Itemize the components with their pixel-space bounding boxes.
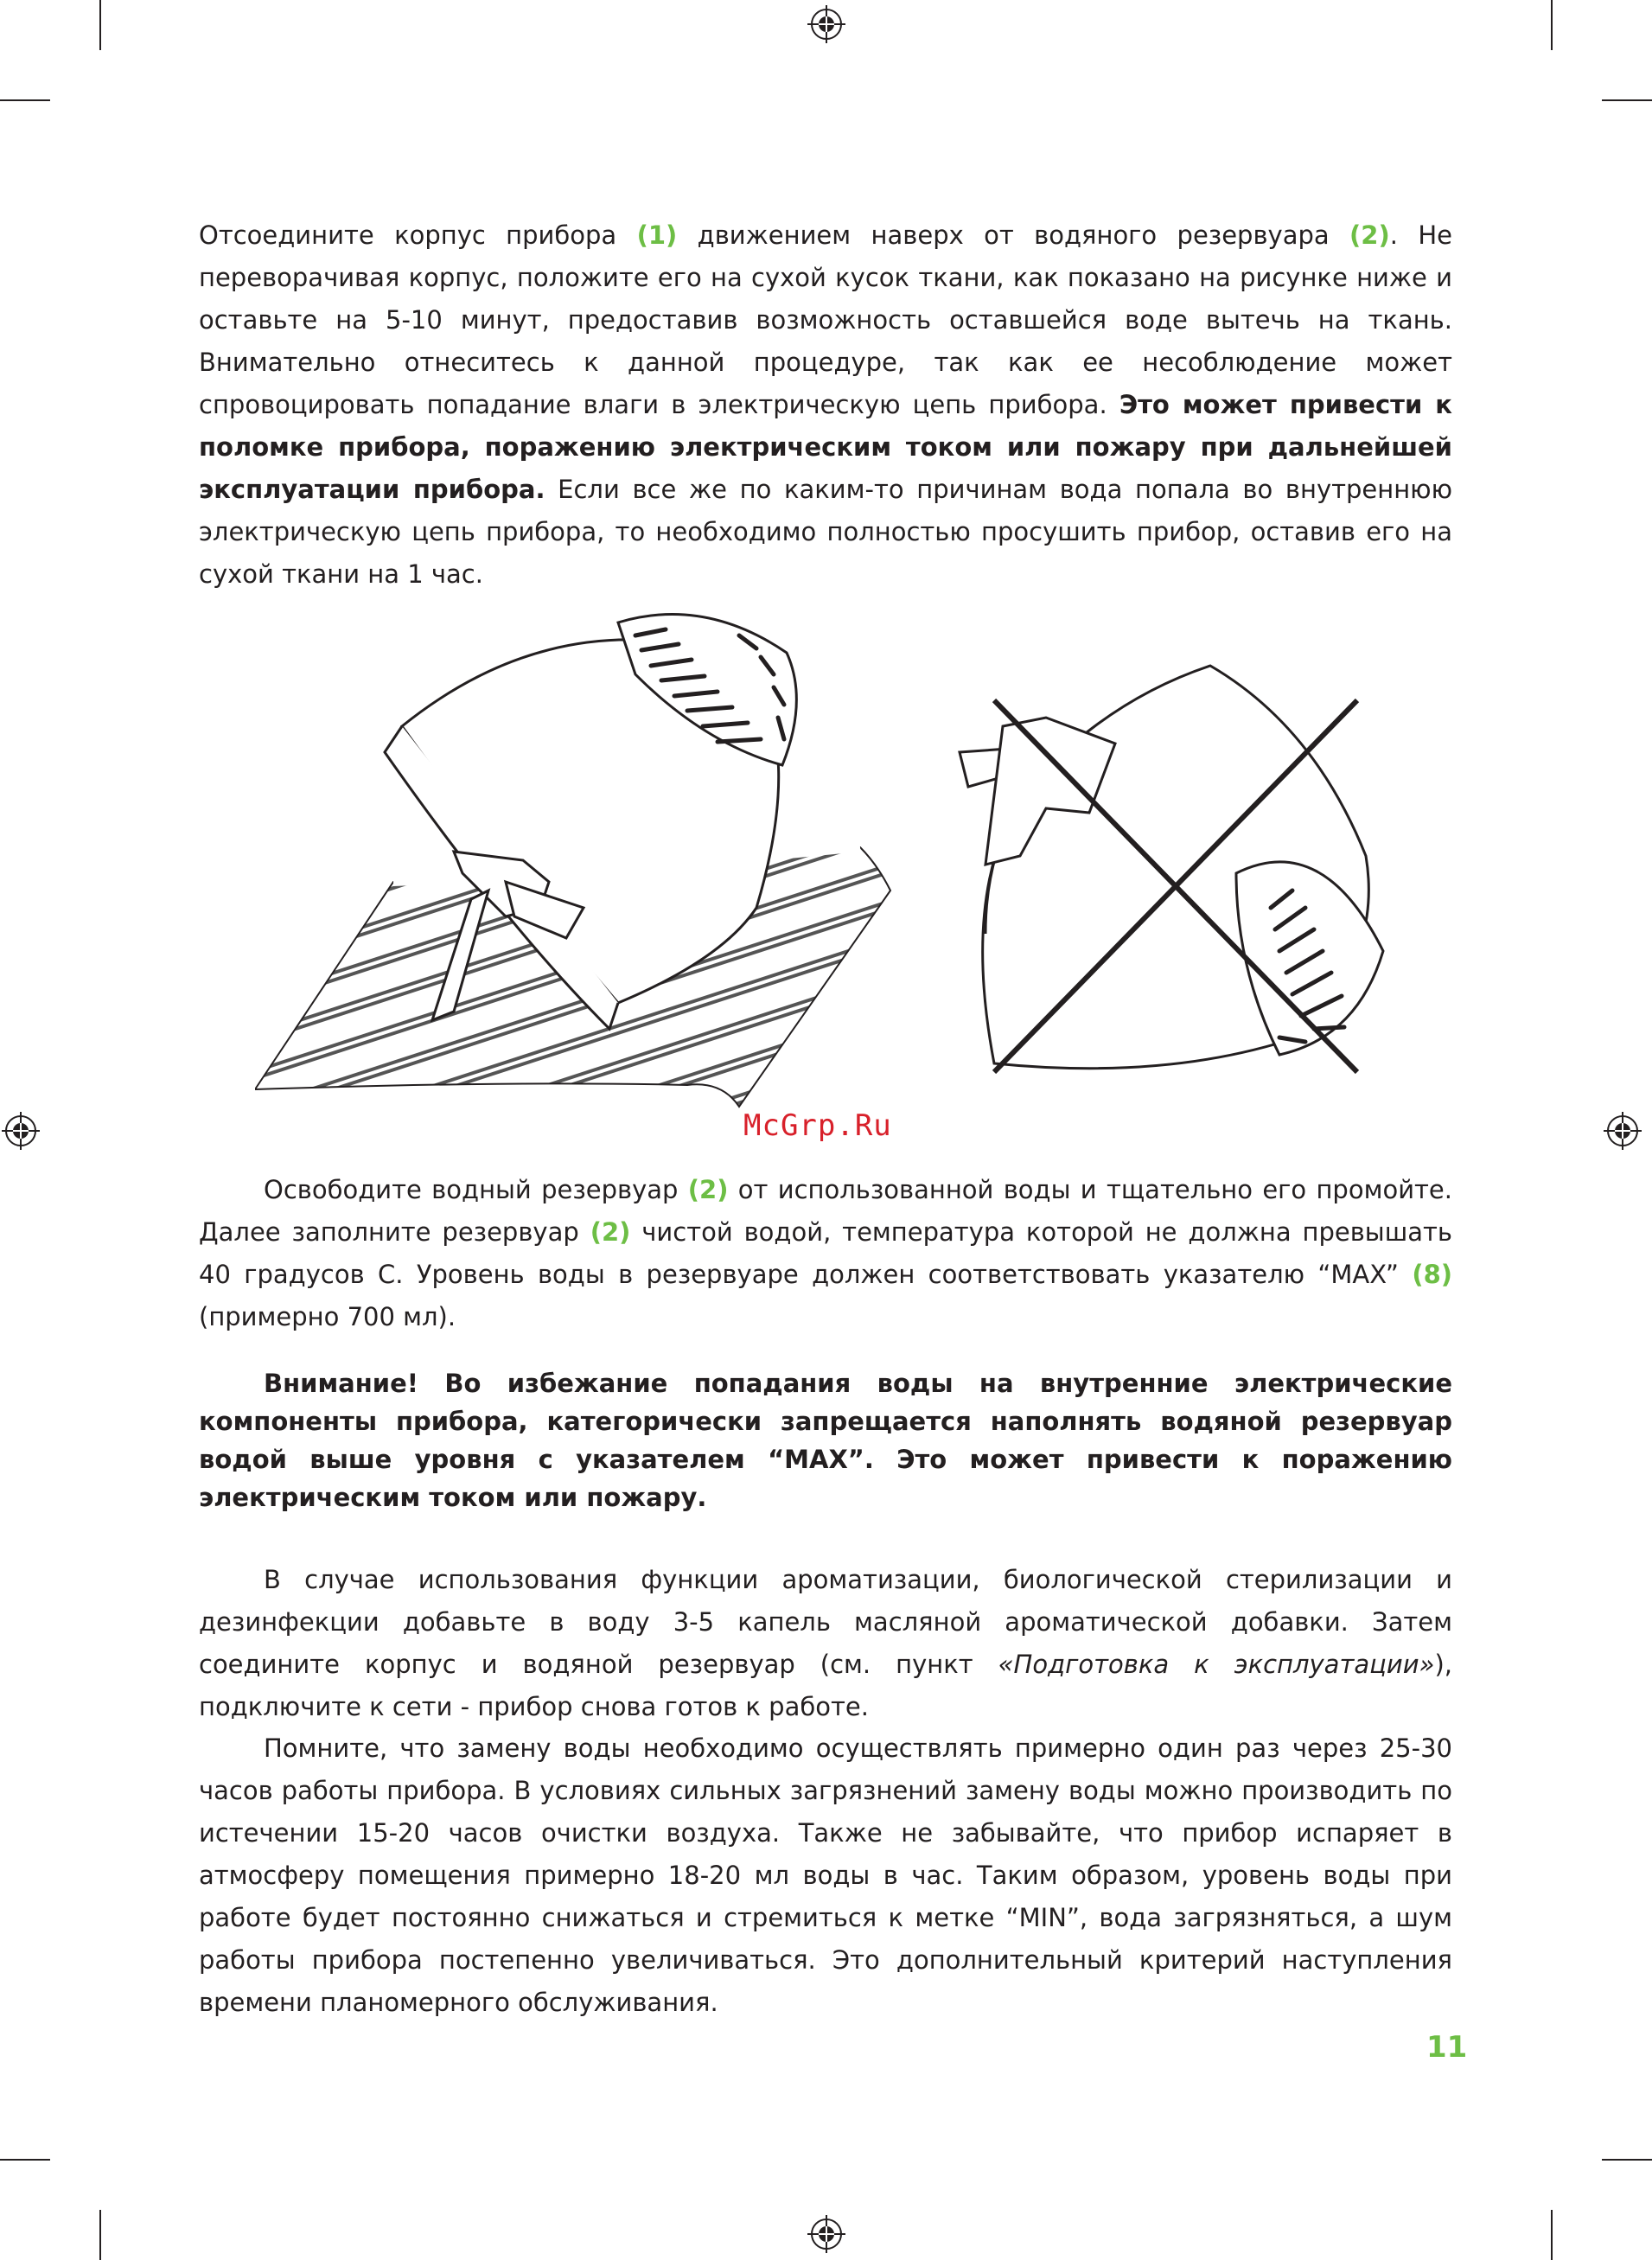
instruction-paragraph-2 xyxy=(199,1169,1452,1338)
p1-ref-reservoir: (2) xyxy=(1349,220,1390,250)
p3-section-reference: «Подготовка к эксплуатации» xyxy=(998,1650,1435,1679)
figure-incorrect-drying xyxy=(951,657,1400,1089)
watermark-text: McGrp.Ru xyxy=(743,1108,892,1143)
figure-correct-drying xyxy=(255,597,912,1115)
p2-text-2: от использованной воды и тщательно его промойте. Далее заполните резервуар xyxy=(199,1175,1452,1247)
registration-mark-top-icon xyxy=(807,5,845,43)
crop-mark-bottom-left-v xyxy=(99,2210,101,2260)
p1-bold-warning: Это может привести к поломке прибора, поражению электрическим током или пожару при дальнейшей эксплуатации прибора. xyxy=(199,390,1452,504)
crop-mark-bottom-left-h xyxy=(0,2159,50,2161)
crop-mark-bottom-right-v xyxy=(1551,2210,1553,2260)
instruction-paragraph-1 xyxy=(199,214,1452,596)
warning-block xyxy=(199,1364,1452,1516)
p2-ref-max-indicator: (8) xyxy=(1412,1260,1452,1289)
crop-mark-top-right-v xyxy=(1551,0,1553,50)
p1-text-2: движением наверх от водяного резервуара xyxy=(677,220,1350,250)
registration-mark-right-icon xyxy=(1604,1112,1642,1150)
crop-mark-top-left-v xyxy=(99,0,101,50)
page-number: 11 xyxy=(1426,2030,1468,2065)
p1-ref-housing: (1) xyxy=(636,220,678,250)
p2-ref-reservoir-1: (2) xyxy=(687,1175,729,1204)
crop-mark-top-right-h xyxy=(1602,99,1652,101)
p2-text-3: чистой водой, температура которой не должна превышать 40 градусов С. Уровень воды в резервуаре должен соответствовать указателю “MAX” xyxy=(199,1217,1452,1289)
p1-text-1: Отсоедините корпус прибора xyxy=(199,220,637,250)
registration-mark-left-icon xyxy=(2,1112,40,1150)
instruction-paragraph-4 xyxy=(199,1727,1452,2024)
crop-mark-bottom-right-h xyxy=(1602,2159,1652,2161)
instruction-paragraph-3 xyxy=(199,1559,1452,1728)
p3-text-2: ), подключите к сети - прибор снова готов к работе. xyxy=(199,1650,1452,1721)
warning-text: Внимание! Во избежание попадания воды на внутренние электрические компоненты прибора, категорически запрещается наполнять водяной резервуар водой выше уровня с указателем “MAX”. Это может привести к поражению электрическим током или пожару. xyxy=(199,1369,1452,1512)
p4-text: Помните, что замену воды необходимо осуществлять примерно один раз через 25-30 часов работы прибора. В условиях сильных загрязнений замену воды можно производить по истечении 15-20 часов очистки воздуха. Также не забывайте, что прибор испаряет в атмосферу помещения примерно 18-20 мл воды в час. Таким образом, уровень воды при работе будет постоянно снижаться и стремиться к метке “MIN”, вода загрязняться, а шум работы прибора постепенно увеличиваться. Это дополнительный критерий наступления времени планомерного обслуживания. xyxy=(199,1733,1452,2017)
registration-mark-bottom-icon xyxy=(807,2215,845,2253)
p2-text-4: (примерно 700 мл). xyxy=(199,1302,456,1331)
p3-text-1: В случае использования функции ароматизации, биологической стерилизации и дезинфекции добавьте в воду 3-5 капель масляной ароматической добавки. Затем соедините корпус и водяной резервуар (см. пункт xyxy=(199,1565,1452,1679)
crop-mark-top-left-h xyxy=(0,99,50,101)
p1-text-4: Если все же по каким-то причинам вода попала во внутреннюю электрическую цепь прибора, то необходимо полностью просушить прибор, оставив его на сухой ткани на 1 час. xyxy=(199,475,1452,589)
p1-text-3: . Не переворачивая корпус, положите его на сухой кусок ткани, как показано на рисунке ниже и оставьте на 5-10 минут, предоставив возможность оставшейся воде вытечь на ткань. Внимательно отнеситесь к данной процедуре, так как ее несоблюдение может спровоцировать попадание влаги в электрическую цепь прибора. xyxy=(199,220,1452,419)
p2-ref-reservoir-2: (2) xyxy=(590,1217,631,1247)
p2-text-1: Освободите водный резервуар xyxy=(264,1175,688,1204)
